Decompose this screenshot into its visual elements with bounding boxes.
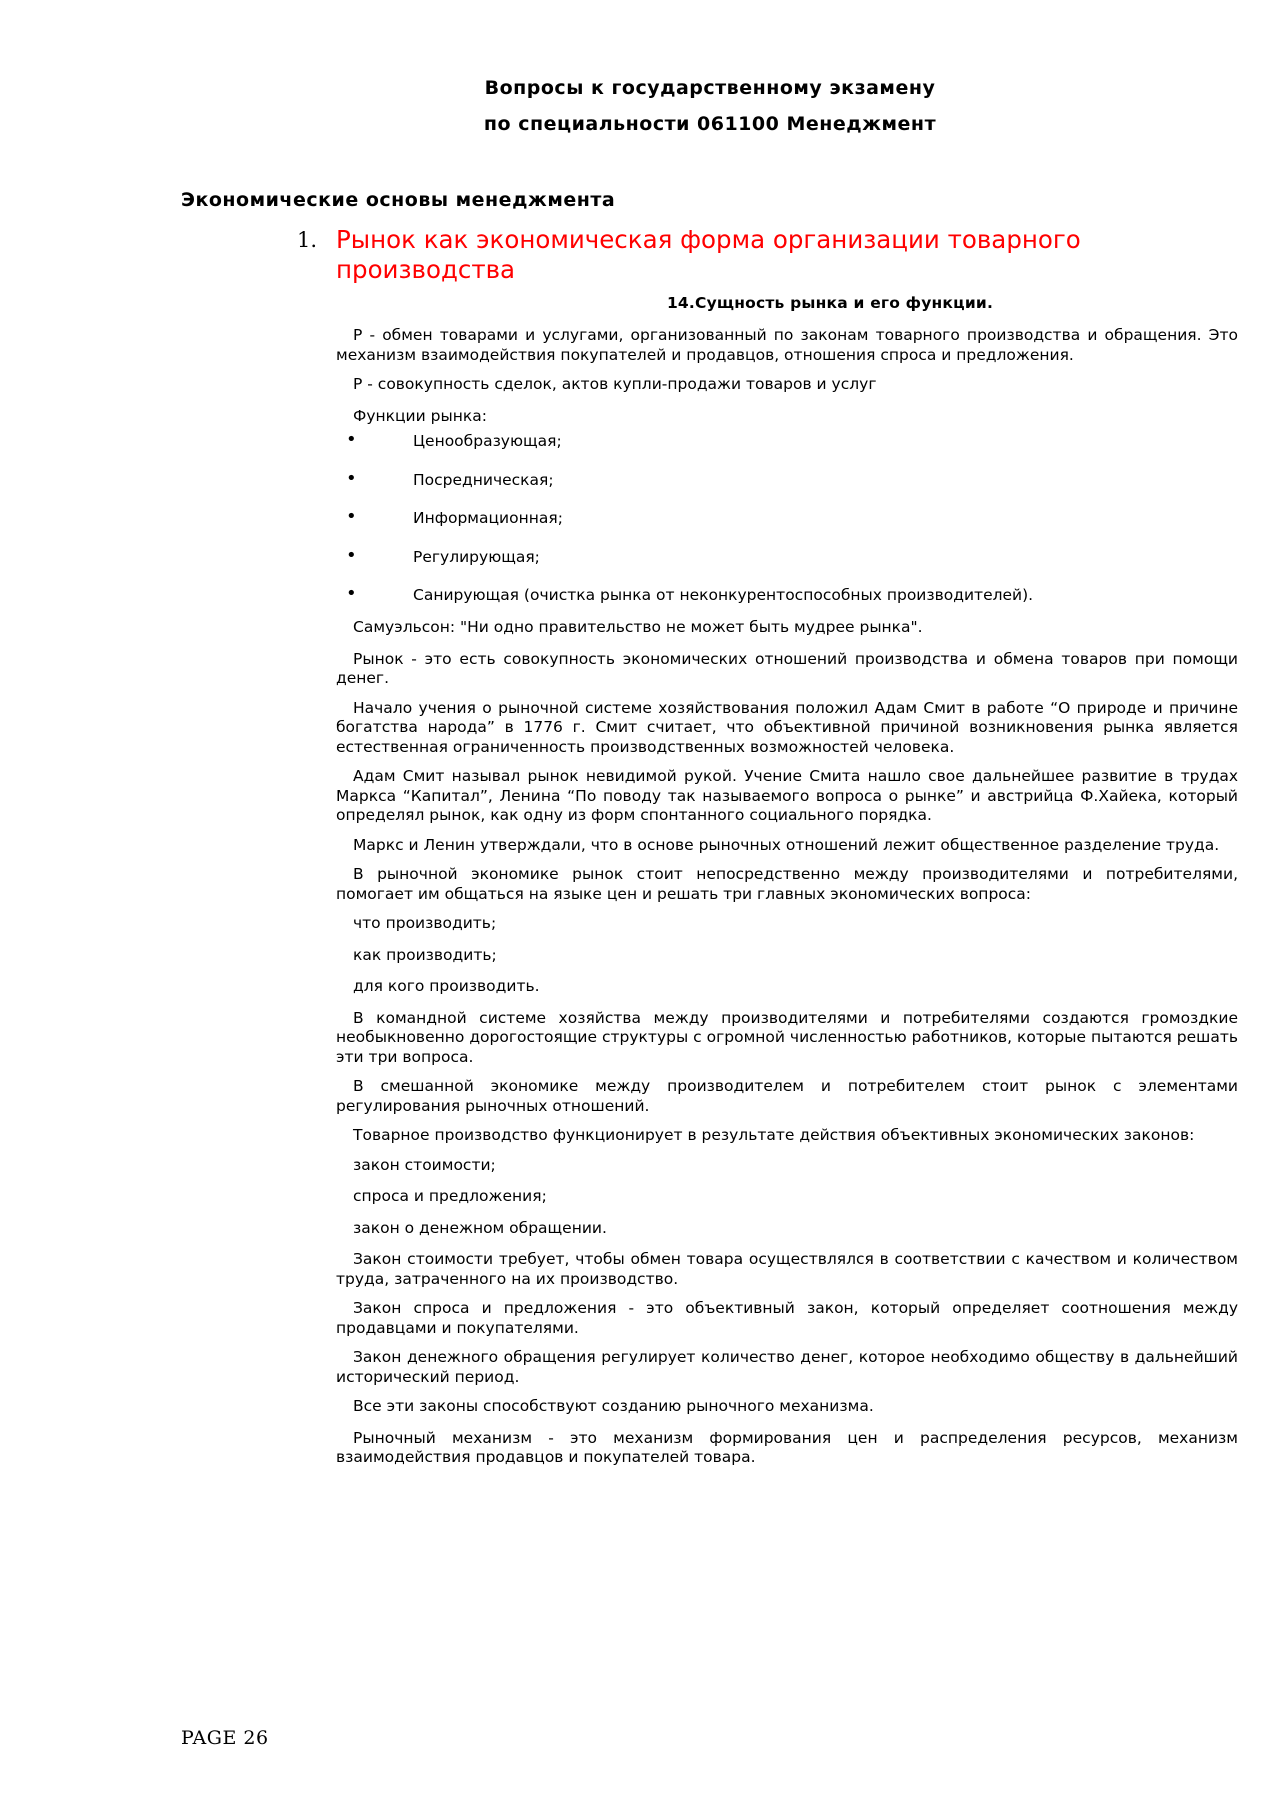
paragraph: Рыночный механизм - это механизм формирования цен и распределения ресурсов, механизм взаимодействия продавцов и покупателей товара. [336,1428,1238,1467]
list-item: • Информационная; [346,506,563,528]
paragraph: Р - обмен товарами и услугами, организованный по законам товарного производства и обращения. Это механизм взаимодействия покупателей и продавцов, отношения спроса и предложения. [336,326,1238,364]
topic-title: Рынок как экономическая форма организации товарного производства [336,225,1081,284]
bullet-icon: • [346,506,357,528]
law-item: закон о денежном обращении. [353,1218,607,1237]
functions-list [336,429,1238,618]
document-title-line-2: по специальности 061100 Менеджмент [483,113,937,135]
question-item: для кого производить. [353,977,540,996]
paragraph: В рыночной экономике рынок стоит непосредственно между производителями и потребителями, помогает им общаться на языке цен и решать три главных экономических вопроса: [336,865,1238,903]
law-item: спроса и предложения; [353,1187,547,1206]
paragraph: Самуэльсон: "Ни одно правительство не может быть мудрее рынка". [353,618,923,637]
bullet-icon: • [346,544,357,566]
document-body [336,294,1238,1478]
paragraph: Закон спроса и предложения - это объективный закон, который определяет соотношения между продавцами и покупателями. [336,1299,1238,1337]
page-footer [181,1727,269,1749]
paragraph: В смешанной экономике между производителем и потребителем стоит рынок с элементами регулирования рыночных отношений. [336,1077,1238,1115]
paragraph: Функции рынка: [353,406,487,425]
paragraph: Закон стоимости требует, чтобы обмен товара осуществлялся в соответствии с качеством и количеством труда, затраченного на их производство. [336,1250,1238,1288]
question-item: как производить; [353,945,497,964]
paragraph: Закон денежного обращения регулирует количество денег, которое необходимо обществу в дальнейший исторический период. [336,1348,1238,1386]
paragraph: Маркс и Ленин утверждали, что в основе рыночных отношений лежит общественное разделение труда. [353,835,1220,854]
question-item: что производить; [353,914,497,933]
bullet-icon: • [346,583,357,605]
paragraph: Начало учения о рыночной системе хозяйствования положил Адам Смит в работе “О природе и причине богатства народа” в 1776 г. Смит считает, что объективной причиной возникновения рынка является естественная ограниченность производственных возможностей человека. [336,698,1238,756]
bullet-icon: • [346,467,357,489]
section-heading: Экономические основы менеджмента [181,189,616,211]
list-item: • Посредническая; [346,467,554,489]
topic-number: 1. [297,228,318,252]
page-number: 26 [243,1727,269,1749]
list-item: • Регулирующая; [346,544,540,566]
list-item: • Ценообразующая; [346,429,562,450]
page-label: PAGE [181,1727,237,1749]
sub-heading: 14.Сущность рынка и его функции. [666,294,994,312]
law-item: закон стоимости; [353,1155,496,1174]
list-item: • Санирующая (очистка рынка от неконкурентоспособных производителей). [346,583,1034,605]
paragraph: Р - совокупность сделок, актов купли-продажи товаров и услуг [353,375,877,393]
paragraph: В командной системе хозяйства между производителями и потребителями создаются громоздкие необыкновенно дорогостоящие структуры с огромной численностью работников, которые пытаются решать эти три вопроса. [336,1008,1238,1066]
paragraph: Адам Смит называл рынок невидимой рукой. Учение Смита нашло свое дальнейшее развитие в трудах Маркса “Капитал”, Ленина “По поводу так называемого вопроса о рынке” и австрийца Ф.Хайека, который определял рынок, как одну из форм спонтанного социального порядка. [336,767,1238,825]
bullet-icon: • [346,429,357,450]
paragraph: Все эти законы способствуют созданию рыночного механизма. [353,1397,874,1416]
document-title-line-1: Вопросы к государственному экзамену [484,77,936,99]
paragraph: Товарное производство функционирует в результате действия объективных экономических законов: [353,1126,1195,1145]
paragraph: Рынок - это есть совокупность экономических отношений производства и обмена товаров при помощи денег. [336,649,1238,688]
